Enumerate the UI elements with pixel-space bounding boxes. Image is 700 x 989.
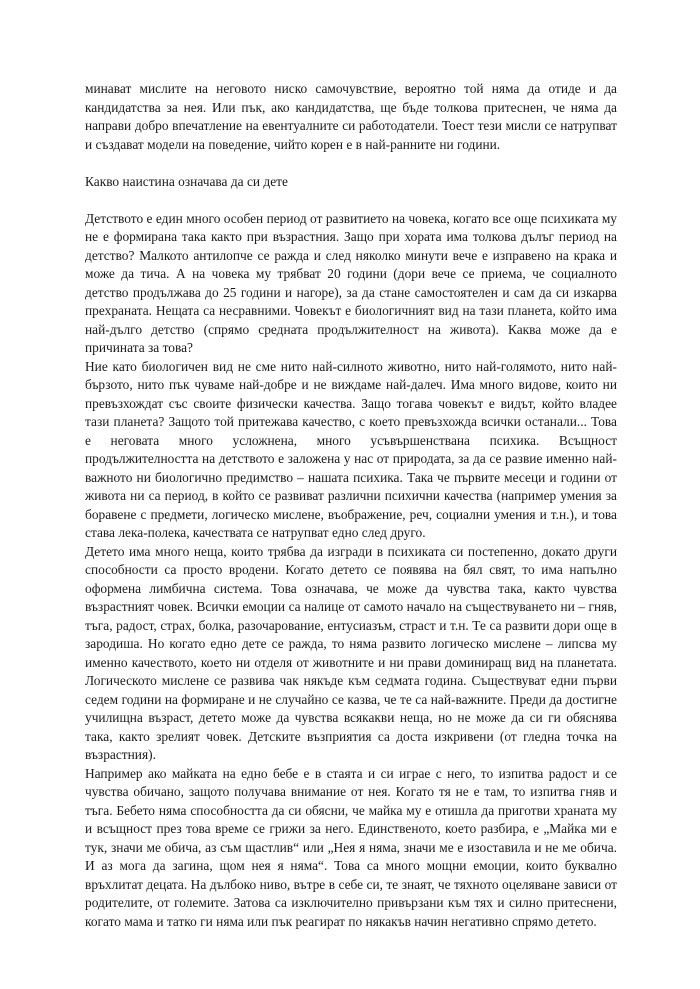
section-heading: Какво наистина означава да си дете <box>85 173 288 189</box>
spacer <box>85 191 617 210</box>
intro-paragraph: минават мислите на неговото ниско самочувствие, вероятно той няма да отиде и да кандидатства за нея. Или пък, ако кандидатства, ще бъде толкова притеснен, че няма да направи добро впечатление на евентуалните си работодатели. Тоест тези мисли се натрупват и създават модели на поведение, чийто корен е в най-ранните ни години. <box>85 81 617 152</box>
body-paragraph: Детството е един много особен период от развитието на човека, когато все още психиката му не е формирана така както при възрастния. Защо при хората има толкова дълъг период на детство? Малкото антилопче се ражда и след няколко минути вече е изправено на крака и може да тича. А на човека му трябват 20 години (дори вече се приема, че социалното детство продължава до 25 години и нагоре), за да стане самостоятелен и сам да си изкарва прехраната. Нещата са несравними. Човекът е биологичният вид на тази планета, който има най-дълго детство (спрямо средната продължителност на живота). Каква може да е причината за това? <box>85 210 617 355</box>
body-paragraph: Ние като биологичен вид не сме нито най-силното животно, нито най-голямото, нито най-бързото, нито пък чуваме най-добре и не виждаме най-далеч. Има много видове, които ни превъзхождат със своите физически качества. Защо тогава човекът е видът, който владее тази планета? Защото той притежава качество, с което превъзхожда всички останали... Това е неговата много усложнена, много усъвършенствана психика. Всъщност продължителността на детството е заложена у нас от природата, за да се развие именно най-важното ни биологично предимство – нашата психика. Така че първите месеци и години от живота ни са период, в който се развиват различни психични качества (например умения за боравене с предмети, логическо мислене, въображение, реч, социални умения и т.н.), и това става лека-полека, качествата се натрупват едно след друго. <box>85 358 617 540</box>
body-paragraph: Например ако майката на едно бебе е в стаята и си играе с него, то изпитва радост и се чувства обичано, защото получава внимание от нея. Когато тя не е там, то изпитва гняв и тъга. Бебето няма способността да си обясни, че майка му е отишла да приготви храната му и всъщност през това време се грижи за него. Единственото, което разбира, е „Майка ми е тук, значи ме обича, аз съм щастлив“ или „Нея я няма, значи ме е изоставила и не ме обича. И аз мога да загина, щом нея я няма“. Това са много мощни емоции, които буквално връхлитат децата. На дълбоко ниво, вътре в себе си, те знаят, че тяхното оцеляване зависи от родителите, от големите. Затова са изключително привързани към тях и силно притеснени, когато мама и татко ги няма или пък реагират по някакъв начин негативно спрямо детето. <box>85 765 617 929</box>
spacer <box>85 154 617 173</box>
body-paragraph: Детето има много неща, които трябва да изгради в психиката си постепенно, докато други способности са просто вродени. Когато детето се появява на бял свят, то има напълно оформена лимбична система. Това означава, че може да чувства така, както чувства възрастният човек. Всички емоции са налице от самото начало на съществуването ни – гняв, тъга, радост, страх, болка, разочарование, ентусиазъм, страст и т.н. Те са развити дори още в зародиша. Но когато едно дете се ражда, то няма развито логическо мислене – липсва му именно качеството, което ни отделя от животните и ни прави доминиращ вид на планетата. Логическото мислене се развива чак някъде към седмата година. Съществуват едни първи седем години на формиране и не случайно се казва, че те са най-важните. Преди да достигне училищна възраст, детето може да чувства всякакви неща, но не може да си ги обяснява така, както зрелият човек. Детските възприятия са доста изкривени (от гледна точка на възрастния). <box>85 543 617 762</box>
document-page <box>85 80 617 931</box>
